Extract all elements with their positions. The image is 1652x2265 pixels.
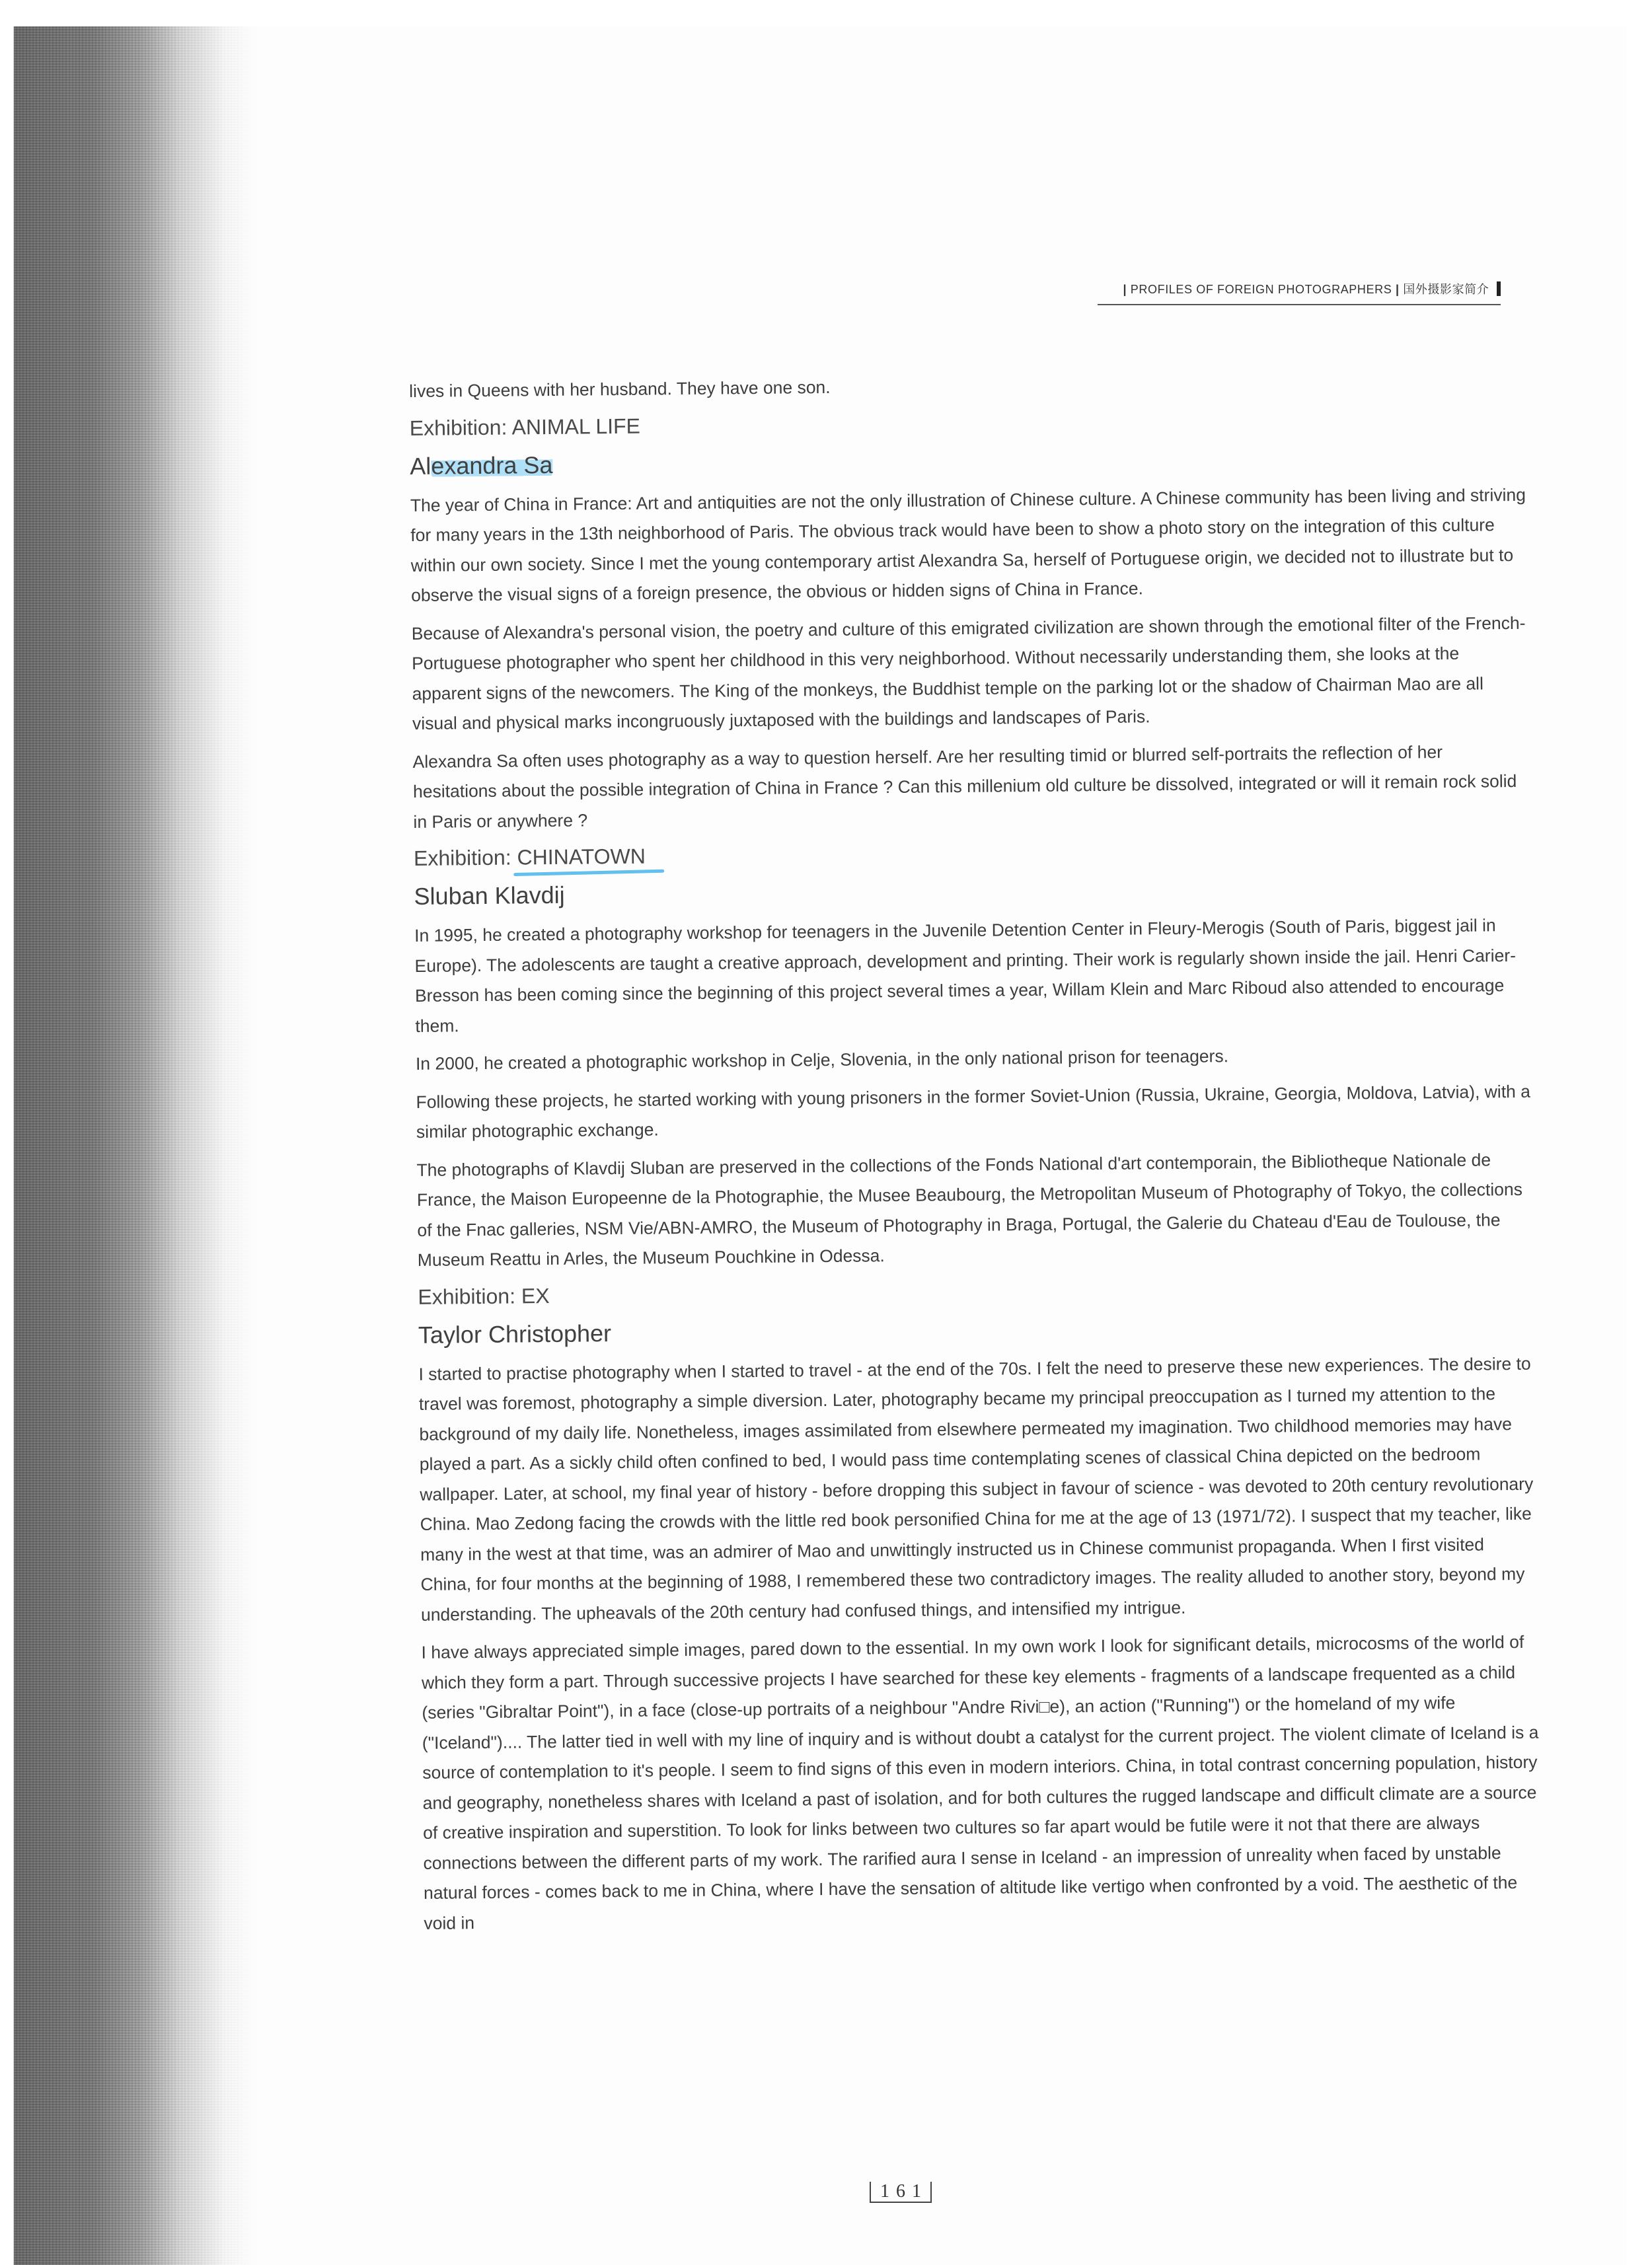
header-end-mark <box>1497 281 1501 296</box>
running-header: | PROFILES OF FOREIGN PHOTOGRAPHERS | 国外摄影家简介 <box>1098 280 1501 305</box>
paragraph: The photographs of Klavdij Sluban are preserved in the collections of the Fonds National d'art contemporain, the Bibliotheque Nationale de France, the Maison Europeenne de la Photographie, the Musee Beaubourg, the Metropolitan Museum of Photography of Tokyo, the collections of the Fnac galleries, NSM Vie/ABN-AMRO, the Museum of Photography in Braga, Portugal, the Galerie du Chateau d'Eau de Toulouse, the Museum Reattu in Arles, the Museum Pouchkine in Odessa. <box>416 1149 1523 1270</box>
article-body <box>409 366 1541 1947</box>
paragraph: Because of Alexandra's personal vision, the poetry and culture of this emigrated civilization are shown through the emotional filter of the French-Portuguese photographer who spent her childhood in this very neighborhood. Without necessarily understanding them, she looks at the apparent signs of the newcomers. The King of the monkeys, the Buddhist temple on the parking lot or the shadow of Chairman Mao are all visual and physical marks incongruously juxtaposed with the buildings and landscapes of Paris. <box>411 613 1526 733</box>
paragraph: I started to practise photography when I started to travel - at the end of the 70s. I felt the need to preserve these new experiences. The desire to travel was foremost, photography a simple diversion. Later, photography became my principal preoccupation as I turned my attention to the background of my daily life. Nonetheless, images assimilated from elsewhere permeated my imagination. Two childhood memories may have played a part. As a sickly child often confined to bed, I would pass time contemplating scenes of classical China depicted on the bedroom wallpaper. Later, at school, my final year of history - before dropping this subject in favour of science - was devoted to 20th century revolutionary China. Mao Zedong facing the crowds with the little red book personified China for me at the age of 13 (1971/72). I suspect that my teacher, like many in the west at that time, was an admirer of Mao and unwittingly instructed us in Chinese communist propaganda. When I first visited China, for four months at the beginning of 1988, I remembered these two contradictory images. The reality alluded to another story, beyond my understanding. The upheavals of the 20th century had confused things, and intensified my intrigue. <box>418 1353 1534 1625</box>
page-number: 161 <box>870 2182 932 2203</box>
exhibition-animal-life: Exhibition: ANIMAL LIFE <box>409 414 641 440</box>
paragraph: I have always appreciated simple images, pared down to the essential. In my own work I look for significant details, microcosms of the world of which they form a part. Through successive projects I have searched for these key elements - fragments of a landscape frequented as a child (series "Gibraltar Point"), in a face (close-up portraits of a neighbour "Andre Rivi□e), an action ("Running") or the homeland of my wife ("Iceland").... The latter tied in well with my line of inquiry and is without doubt a catalyst for the current project. The violent climate of Iceland is a source of contemplation to it's people. I seem to find signs of this even in modern interiors. China, in total contrast concerning population, history and geography, nonetheless shares with Iceland a past of isolation, and for both cultures the rugged landscape and difficult climate are a source of creative inspiration and superstition. To look for links between two cultures so far apart would be futile were it not that there are always connections between the different parts of my work. The rarified aura I sense in Iceland - an impression of unreality when faced by unstable natural forces - comes back to me in China, where I have the sensation of altitude like vertigo when confronted by a void. The aesthetic of the void in <box>421 1631 1539 1933</box>
paragraph: In 1995, he created a photography workshop for teenagers in the Juvenile Detention Center in Fleury-Merogis (South of Paris, biggest jail in Europe). The adolescents are taught a creative approach, development and printing. Their work is regularly shown inside the jail. Henri Carier-Bresson has been coming since the beginning of this project several times a year, Willam Klein and Marc Riboud also attended to encourage them. <box>414 915 1517 1036</box>
paragraph: In 2000, he created a photographic workshop in Celje, Slovenia, in the only national prison for teenagers. <box>415 1046 1229 1074</box>
header-text: PROFILES OF FOREIGN PHOTOGRAPHERS <box>1130 283 1392 296</box>
paragraph: Following these projects, he started working with young prisoners in the former Soviet-Union (Russia, Ukraine, Georgia, Moldova, Latvia), with a similar photographic exchange. <box>416 1081 1531 1142</box>
photographer-name-sluban-klavdij: Sluban Klavdij <box>414 881 565 910</box>
photographer-name-alexandra-sa: Alexandra Sa <box>410 451 553 480</box>
exhibition-ex: Exhibition: EX <box>418 1283 550 1309</box>
scanned-page <box>13 26 1626 2265</box>
intro-line: lives in Queens with her husband. They have one son. <box>409 377 831 401</box>
exhibition-chinatown: Exhibition: CHINATOWN <box>413 844 646 870</box>
header-chinese: 国外摄影家简介 <box>1403 283 1489 296</box>
photographer-name-taylor-christopher: Taylor Christopher <box>418 1319 612 1349</box>
underlined-title: CHINATOWN <box>517 844 646 870</box>
name-highlight: exandra Sa <box>431 451 553 480</box>
paragraph: The year of China in France: Art and antiquities are not the only illustration of Chinese culture. A Chinese community has been living and striving for many years in the 13th neighborhood of Paris. The obvious track would have been to show a photo story on the integration of this culture within our own society. Since I met the young contemporary artist Alexandra Sa, herself of Portuguese origin, we decided not to illustrate but to observe the visual signs of a foreign presence, the obvious or hidden signs of China in France. <box>410 484 1526 605</box>
scan-noise <box>14 26 265 2265</box>
paragraph: Alexandra Sa often uses photography as a way to question herself. Are her resulting timid or blurred self-portraits the reflection of her hesitations about the possible integration of China in France ? Can this millenium old culture be dissolved, integrated or will it remain rock solid in Paris or anywhere ? <box>412 741 1517 832</box>
